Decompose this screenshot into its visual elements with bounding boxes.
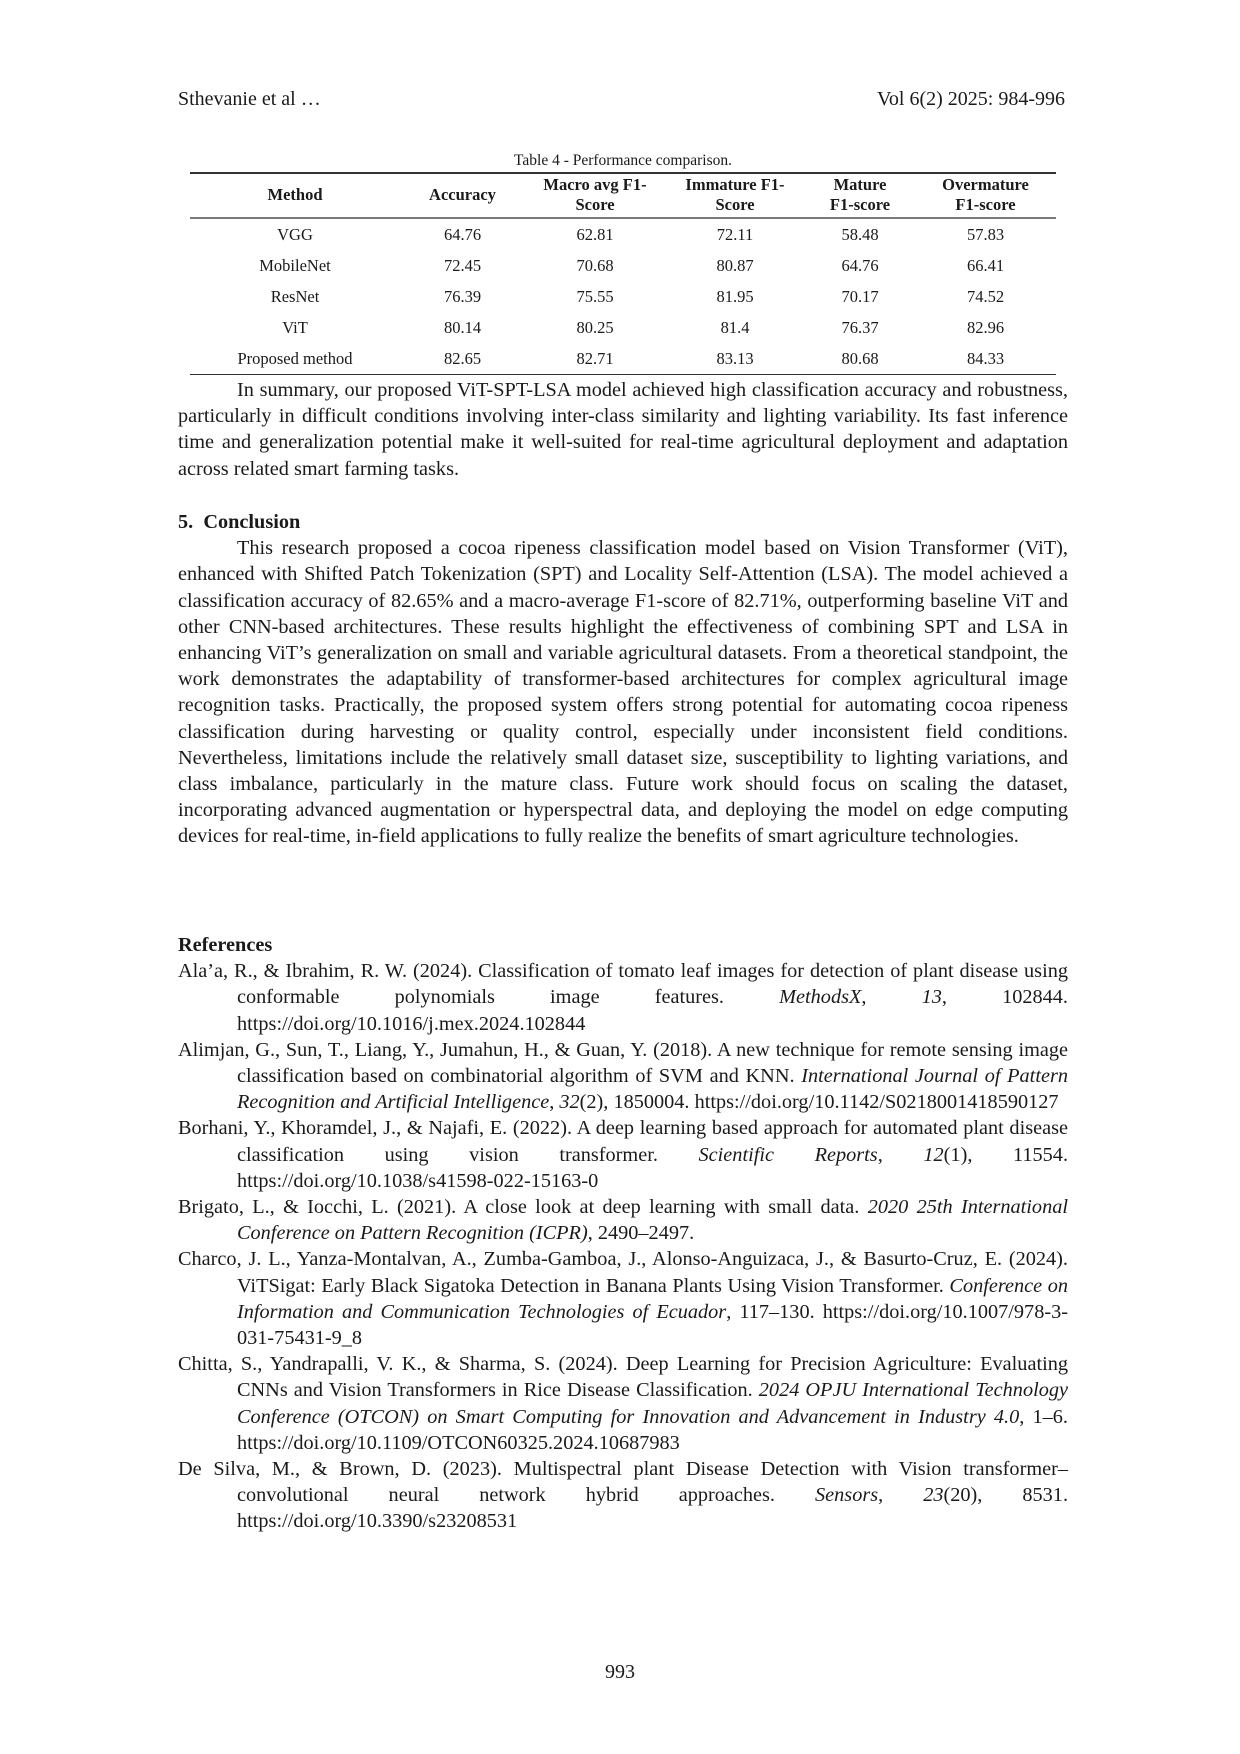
score-cell: 62.81 — [576, 224, 614, 244]
reference-item — [178, 1456, 1068, 1535]
references-section — [178, 932, 1068, 1535]
column-header-line: F1-score — [829, 195, 891, 214]
table-row — [190, 218, 1056, 250]
reference-post: (1), 11554. https://doi.org/10.1038/s41598-022-15163-0 — [237, 1143, 1069, 1192]
column-header — [400, 173, 525, 218]
column-header-line: Score — [575, 195, 615, 214]
score-cell: 70.68 — [576, 255, 614, 275]
score-cell: 80.87 — [716, 255, 754, 275]
reference-pre: Brigato, L., & Iocchi, L. (2021). A close look at deep learning with small data. — [178, 1196, 868, 1219]
score-cell: 80.68 — [841, 348, 879, 368]
conclusion-heading: 5. Conclusion — [178, 511, 301, 533]
reference-journal: International Journal of Pattern Recognition and Artificial Intelligence — [237, 1065, 1068, 1114]
performance-table-block — [190, 150, 1056, 375]
reference-pre: Borhani, Y., Khoramdel, J., & Najafi, E. (2022). A deep learning based approach for automated plant disease classification using vision transformer. — [178, 1117, 1068, 1166]
reference-pre: Alimjan, G., Sun, T., Liang, Y., Jumahun, H., & Guan, Y. (2018). A new technique for remote sensing image classification based on combinatorial algorithm of SVM and KNN. — [178, 1038, 1068, 1088]
reference-journal: Sensors — [815, 1484, 879, 1507]
column-header-line: Score — [715, 195, 755, 214]
score-cell: 58.48 — [841, 224, 879, 244]
column-header-line: Macro avg F1- — [543, 175, 647, 194]
method-cell: ResNet — [270, 286, 320, 306]
reference-journal: MethodsX — [779, 986, 862, 1009]
conclusion-section — [178, 509, 1068, 850]
score-cell: 75.55 — [576, 286, 614, 306]
score-cell: 57.83 — [966, 224, 1005, 244]
score-cell: 80.14 — [443, 317, 482, 337]
column-header-line: Method — [267, 185, 323, 204]
reference-post: , 2490–2497. — [587, 1222, 695, 1245]
table-row — [190, 250, 1056, 281]
reference-mid: , — [877, 1143, 924, 1166]
reference-item — [178, 1115, 1068, 1194]
reference-list — [178, 958, 1068, 1534]
reference-post: , 1–6. https://doi.org/10.1109/OTCON60325.2024.10687983 — [237, 1405, 1068, 1454]
column-header — [525, 173, 665, 218]
method-cell: VGG — [277, 224, 313, 244]
score-cell: 64.76 — [443, 224, 482, 244]
column-header — [915, 173, 1056, 218]
reference-mid: , — [861, 986, 922, 1009]
reference-item — [178, 1194, 1068, 1246]
score-cell: 72.45 — [443, 255, 482, 275]
column-header — [805, 173, 915, 218]
table-header-row — [190, 173, 1056, 218]
score-cell: 64.76 — [841, 255, 879, 275]
reference-pre: Charco, J. L., Yanza-Montalvan, A., Zumba-Gamboa, J., Alonso-Anguizaca, J., & Basurto-Cruz, E. (2024). ViTSigat: Early Black Sigatoka Detection in Banana Plants Using Vision Transformer. — [178, 1248, 1068, 1297]
summary-section — [178, 377, 1068, 482]
reference-post: , 117–130. https://doi.org/10.1007/978-3-031-75431-9_8 — [237, 1300, 1068, 1350]
method-cell: ViT — [282, 317, 308, 337]
score-cell: 76.39 — [443, 286, 482, 306]
score-cell: 81.95 — [716, 286, 754, 306]
running-header — [178, 88, 1065, 114]
header-authors: Sthevanie et al … — [178, 88, 321, 110]
column-header-line: Mature — [833, 175, 887, 194]
summary-paragraph: In summary, our proposed ViT-SPT-LSA model achieved high classification accuracy and robustness, particularly in difficult conditions involving inter-class similarity and lighting variability. Its fast inference time and generalization potential make it well-suited for real-time agricultural deployment and adaptation across related smart farming tasks. — [178, 379, 1068, 480]
score-cell: 82.96 — [966, 317, 1005, 337]
reference-post: (20), 8531. https://doi.org/10.3390/s23208531 — [237, 1484, 1069, 1533]
reference-mid: , — [549, 1091, 560, 1114]
score-cell: 82.71 — [576, 348, 614, 368]
score-cell: 83.13 — [716, 348, 754, 368]
table-caption: Table 4 - Performance comparison. — [514, 152, 732, 169]
reference-journal: 2024 OPJU International Technology Conference (OTCON) on Smart Computing for Innovation and Advancement in Industry 4.0 — [237, 1379, 1069, 1428]
performance-comparison-table — [190, 172, 1056, 375]
reference-item — [178, 958, 1068, 1037]
reference-item — [178, 1246, 1068, 1351]
reference-journal: Scientific Reports — [698, 1143, 878, 1166]
reference-journal: 2020 25th International Conference on Pattern Recognition (ICPR) — [237, 1196, 1068, 1245]
method-cell: MobileNet — [259, 255, 331, 275]
reference-pre: De Silva, M., & Brown, D. (2023). Multispectral plant Disease Detection with Vision transformer–convolutional neural network hybrid approaches. — [178, 1458, 1068, 1507]
score-cell: 72.11 — [716, 224, 754, 244]
score-cell: 66.41 — [966, 255, 1005, 275]
score-cell: 76.37 — [841, 317, 879, 337]
column-header-line: Overmature — [942, 175, 1029, 194]
reference-pre: Ala’a, R., & Ibrahim, R. W. (2024). Classification of tomato leaf images for detection of plant disease using conformable polynomials image features. — [178, 960, 1068, 1009]
reference-mid: , — [878, 1484, 924, 1507]
method-cell: Proposed method — [237, 348, 353, 368]
table-body — [190, 218, 1056, 375]
reference-item — [178, 1037, 1068, 1116]
header-volume: Vol 6(2) 2025: 984-996 — [877, 88, 1065, 110]
references-heading: References — [178, 934, 273, 956]
reference-journal: Conference on Information and Communication Technologies of Ecuador — [237, 1274, 1069, 1323]
column-header — [190, 173, 400, 218]
reference-post: (2), 1850004. https://doi.org/10.1142/S0218001418590127 — [579, 1091, 1059, 1114]
reference-volume: 23 — [923, 1484, 944, 1507]
table-row — [190, 312, 1056, 343]
score-cell: 82.65 — [443, 348, 482, 368]
column-header-line: Immature F1- — [685, 175, 785, 194]
reference-item — [178, 1351, 1068, 1456]
reference-pre: Chitta, S., Yandrapalli, V. K., & Sharma, S. (2024). Deep Learning for Precision Agriculture: Evaluating CNNs and Vision Transformers in Rice Disease Classification. — [178, 1353, 1068, 1402]
page-number: 993 — [605, 1661, 635, 1683]
reference-volume: 12 — [923, 1143, 944, 1166]
column-header — [665, 173, 805, 218]
reference-post: , 102844. https://doi.org/10.1016/j.mex.2024.102844 — [237, 986, 1068, 1035]
conclusion-paragraph: This research proposed a cocoa ripeness classification model based on Vision Transformer (ViT), enhanced with Shifted Patch Tokenization (SPT) and Locality Self-Attention (LSA). The model achieved a classification accuracy of 82.65% and a macro-average F1-score of 82.71%, outperforming baseline ViT and other CNN-based architectures. These results highlight the effectiveness of combining SPT and LSA in enhancing ViT’s generalization on small and variable agricultural datasets. From a theoretical standpoint, the work demonstrates the adaptability of transformer-based architectures for complex agricultural image recognition tasks. Practically, the proposed system offers strong potential for automating cocoa ripeness classification during harvesting or quality control, especially under inconsistent field conditions. Nevertheless, limitations include the relatively small dataset size, susceptibility to lighting variations, and class imbalance, particularly in the mature class. Future work should focus on scaling the dataset, incorporating advanced augmentation or hyperspectral data, and deploying the model on edge computing devices for real-time, in-field applications to fully realize the benefits of smart agriculture technologies. — [178, 537, 1068, 848]
table-row — [190, 281, 1056, 312]
column-header-line: Accuracy — [429, 185, 496, 204]
table-row — [190, 343, 1056, 375]
column-header-line: F1-score — [955, 195, 1016, 214]
score-cell: 84.33 — [966, 348, 1005, 368]
score-cell: 81.4 — [720, 317, 750, 337]
reference-volume: 13 — [921, 986, 942, 1009]
reference-volume: 32 — [559, 1091, 580, 1114]
score-cell: 80.25 — [576, 317, 614, 337]
table-header — [190, 173, 1056, 218]
score-cell: 74.52 — [966, 286, 1005, 306]
score-cell: 70.17 — [841, 286, 879, 306]
